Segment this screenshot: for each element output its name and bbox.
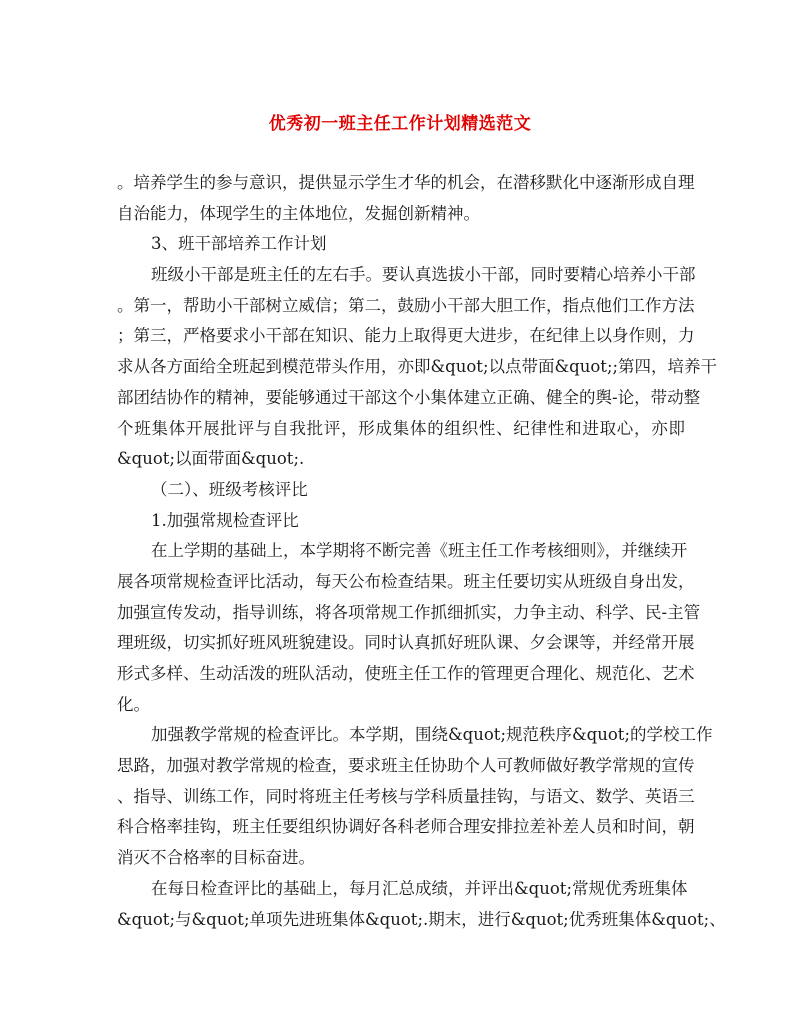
text-line: 部团结协作的精神，要能够通过干部这个小集体建立正确、健全的舆-论，带动整 bbox=[117, 387, 701, 407]
document-title: 优秀初一班主任工作计划精选范文 bbox=[268, 114, 532, 134]
text-line: &quot;与&quot;单项先进班集体&quot;.期末，进行&quot;优秀班集体&quot;、 bbox=[117, 909, 726, 929]
text-line: 求从各方面给全班起到模范带头作用，亦即&quot;以点带面&quot;;第四，培养干 bbox=[117, 357, 718, 377]
text-line: 。第一，帮助小干部树立威信；第二，鼓励小干部大胆工作，指点他们工作方法 bbox=[117, 295, 695, 315]
text-line: 个班集体开展批评与自我批评，形成集体的组织性、纪律性和进取心，亦即 bbox=[117, 418, 685, 438]
text-line: 思路，加强对教学常规的检查，要求班主任协助个人可教师做好教学常规的宣传 bbox=[117, 756, 695, 776]
text-line: 科合格率挂钩，班主任要组织协调好各科老师合理安排拉差补差人员和时间，朝 bbox=[117, 817, 695, 837]
text-line: 消灭不合格率的目标奋进。 bbox=[117, 848, 315, 868]
text-line: 加强教学常规的检查评比。本学期，围绕&quot;规范秩序&quot;的学校工作 bbox=[151, 725, 713, 745]
text-line: 在每日检查评比的基础上，每月汇总成绩，并评出&quot;常规优秀班集体 bbox=[151, 878, 688, 898]
document-body bbox=[117, 168, 726, 935]
text-line: 加强宣传发动，指导训练，将各项常规工作抓细抓实，力争主动、科学、民-主管 bbox=[117, 602, 701, 622]
text-line: 理班级，切实抓好班风班貌建设。同时认真抓好班队课、夕会课等，并经常开展 bbox=[117, 633, 695, 653]
text-line: 自治能力，体现学生的主体地位，发掘创新精神。 bbox=[117, 203, 480, 223]
text-line: 在上学期的基础上，本学期将不断完善《班主任工作考核细则》，并继续开 bbox=[151, 541, 688, 561]
text-line: 班级小干部是班主任的左右手。要认真选拔小干部，同时要精心培养小干部 bbox=[151, 265, 696, 285]
text-line: 、指导、训练工作，同时将班主任考核与学科质量挂钩，与语文、数学、英语三 bbox=[117, 786, 695, 806]
text-line: 化。 bbox=[117, 694, 150, 714]
text-line: 展各项常规检查评比活动，每天公布检查结果。班主任要切实从班级自身出发， bbox=[117, 571, 695, 591]
text-line: 。培养学生的参与意识，提供显示学生才华的机会，在潜移默化中逐渐形成自理 bbox=[117, 173, 695, 192]
text-line: 1.加强常规检查评比 bbox=[151, 510, 299, 530]
text-line: 形式多样、生动活泼的班队活动，使班主任工作的管理更合理化、规范化、艺术 bbox=[117, 664, 695, 683]
text-line: &quot;以面带面&quot;. bbox=[117, 449, 305, 469]
text-line: 3、班干部培养工作计划 bbox=[151, 234, 327, 254]
text-line: ；第三，严格要求小干部在知识、能力上取得更大进步，在纪律上以身作则，力 bbox=[117, 326, 695, 346]
text-line: （二）、班级考核评比 bbox=[151, 479, 308, 499]
